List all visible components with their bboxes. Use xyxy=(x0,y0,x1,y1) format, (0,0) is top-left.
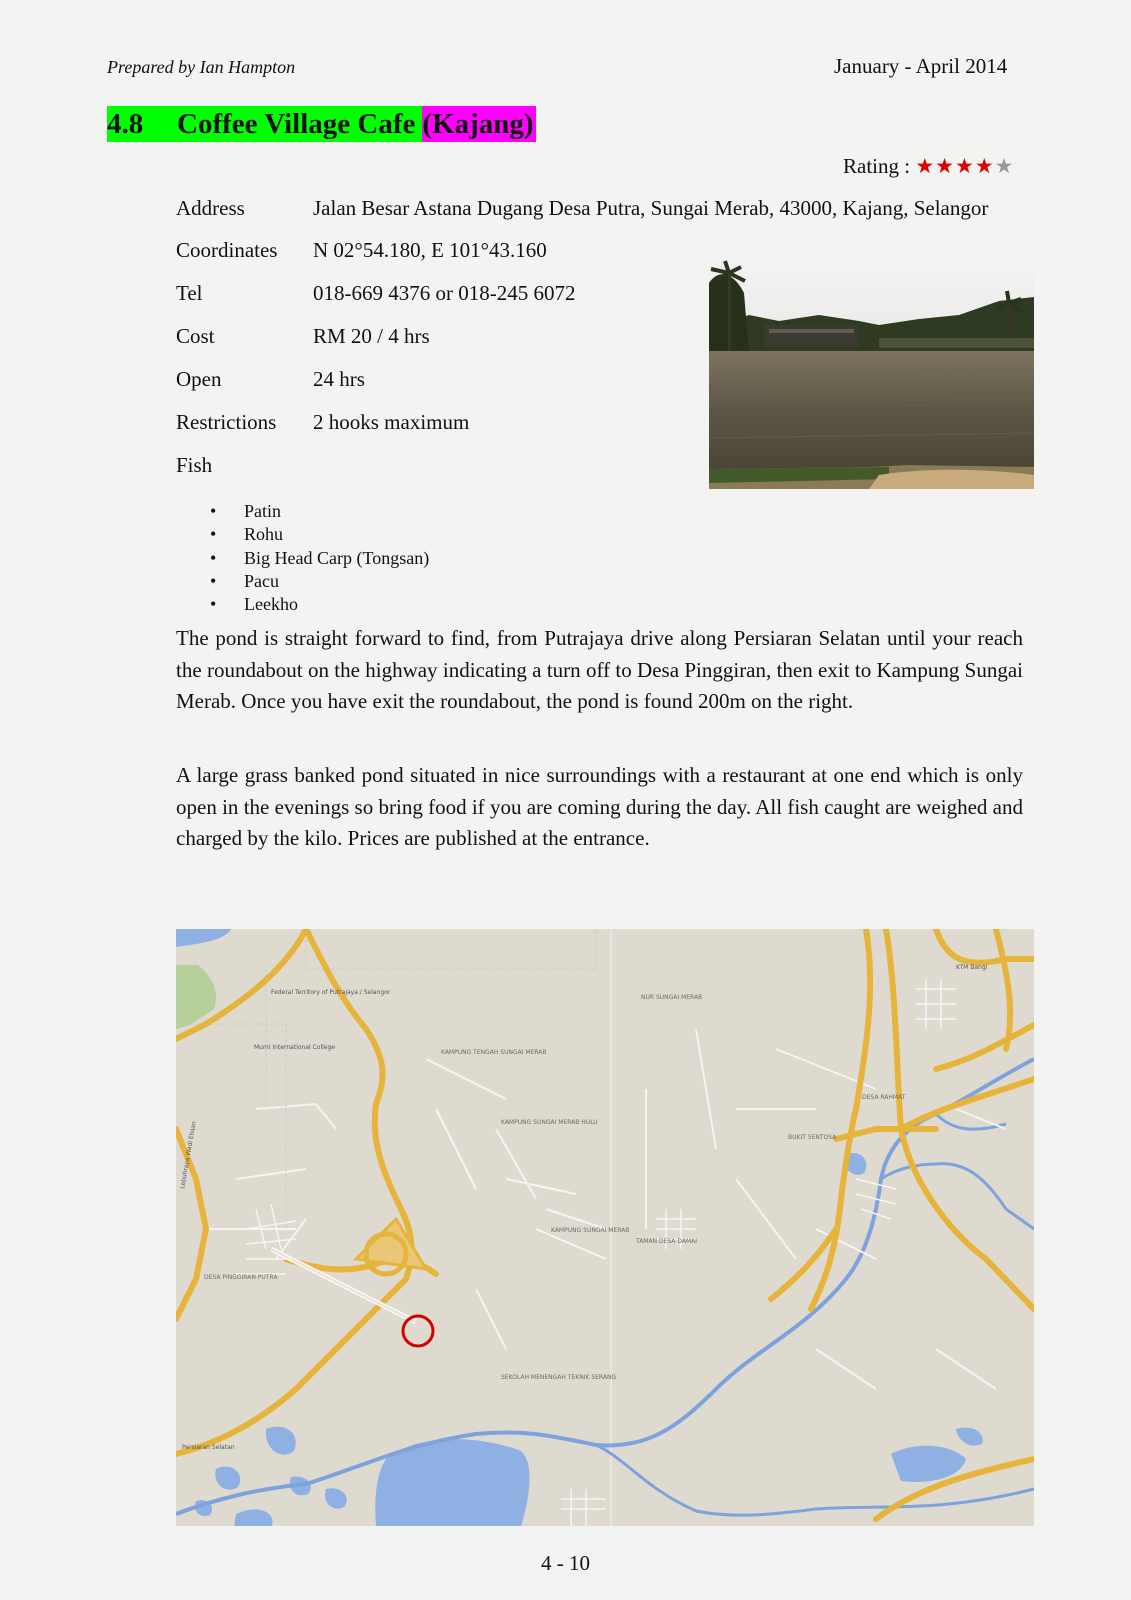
list-item: • Patin xyxy=(210,500,429,523)
map-label: KAMPUNG SUNGAI MERAB xyxy=(551,1227,630,1234)
section-name: Coffee Village Cafe xyxy=(177,108,416,140)
detail-label: Restrictions xyxy=(176,410,277,434)
description-paragraph: A large grass banked pond situated in nice surroundings with a restaurant at one end which is only open in the evenings so bring food if you are coming during the day. All fish caught are weighed and charged by the kilo. Prices are published at the entrance. xyxy=(176,763,1023,850)
detail-label: Coordinates xyxy=(176,238,278,262)
map-label: Mumi International College xyxy=(254,1044,335,1051)
star-empty-icon: ★ xyxy=(994,154,1015,178)
detail-value: 2 hooks maximum xyxy=(313,410,470,434)
section-title xyxy=(107,106,536,142)
map-label: KAMPUNG TENGAH SUNGAI MERAB xyxy=(441,1049,547,1056)
header-period: January - April 2014 xyxy=(834,54,1008,78)
header-prepared-by: Prepared by Ian Hampton xyxy=(107,57,296,77)
pond-photo xyxy=(709,243,1034,489)
section-location: (Kajang) xyxy=(422,108,534,140)
page-number: 4 - 10 xyxy=(541,1551,590,1575)
rating xyxy=(843,154,1014,179)
rating-label: Rating : xyxy=(843,154,911,178)
map-label: BUKIT SENTOSA xyxy=(788,1134,837,1141)
star-filled-icon: ★ xyxy=(974,154,995,178)
list-item: • Rohu xyxy=(210,523,429,546)
map-label: SEKOLAH MENENGAH TEKNIK SERANG xyxy=(501,1374,617,1381)
location-map xyxy=(176,929,1034,1526)
star-filled-icon: ★ xyxy=(955,154,975,178)
detail-value: 24 hrs xyxy=(313,367,365,391)
list-item: • Pacu xyxy=(210,570,429,593)
list-item: • Leekho xyxy=(210,593,429,616)
detail-label: Open xyxy=(176,367,222,391)
detail-value: RM 20 / 4 hrs xyxy=(313,324,430,348)
map-label: Federal Territory of Putrajaya / Selangor xyxy=(271,989,391,996)
map-label: NUR SUNGAI MERAB xyxy=(641,994,703,1001)
detail-label: Tel xyxy=(176,281,203,305)
rating-stars xyxy=(915,154,1014,178)
star-filled-icon: ★ xyxy=(935,154,955,178)
map-label: Lebuhraya Wadi Ehsan xyxy=(179,1120,198,1190)
detail-value: N 02°54.180, E 101°43.160 xyxy=(313,238,547,262)
map-label: DESA PINGGIRAN PUTRA xyxy=(204,1274,278,1281)
map-label: KTM Bangi xyxy=(956,964,988,971)
detail-value: Jalan Besar Astana Dugang Desa Putra, Sungai Merab, 43000, Kajang, Selangor xyxy=(313,196,989,220)
star-filled-icon: ★ xyxy=(915,154,936,178)
detail-label: Address xyxy=(176,196,245,220)
section-title-highlight xyxy=(107,106,422,142)
map-label: KAMPUNG SUNGAI MERAB HULU xyxy=(501,1119,598,1126)
map-label: Persiaran Selatan xyxy=(182,1444,235,1451)
map-label: TAMAN DESA DAMAI xyxy=(636,1238,697,1245)
detail-value: 018-669 4376 or 018-245 6072 xyxy=(313,281,576,305)
map-label: DESA RAHMAT xyxy=(862,1094,906,1101)
directions-paragraph: The pond is straight forward to find, from Putrajaya drive along Persiaran Selatan until your reach the roundabout on the highway indicating a turn off to Desa Pinggiran, then exit to Kampung Sungai Merab. Once you have exit the roundabout, the pond is found 200m on the right. xyxy=(176,626,1023,713)
fish-list xyxy=(210,500,429,616)
list-item: • Big Head Carp (Tongsan) xyxy=(210,547,429,570)
detail-label: Fish xyxy=(176,453,213,477)
detail-label: Cost xyxy=(176,324,215,348)
section-number: 4.8 xyxy=(107,108,144,140)
